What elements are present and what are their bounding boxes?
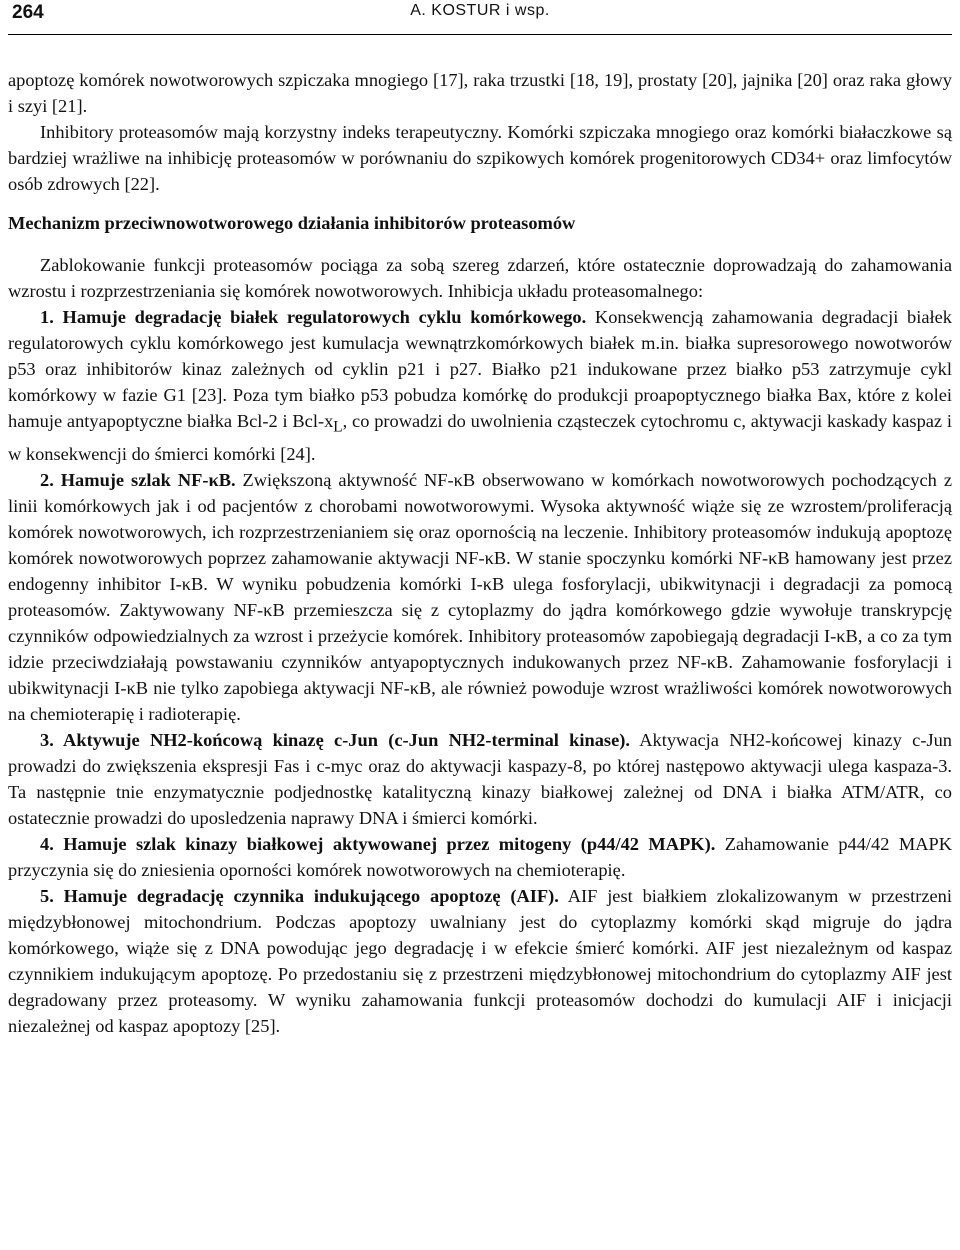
paragraph: Zablokowanie funkcji proteasomów pociąga za sobą szereg zdarzeń, które ostatecznie doprowadzają do zahamowania wzrostu i rozprzestrzeniania się komórek nowotworowych. Inhibicja układu proteasomalnego:: [8, 255, 952, 301]
paragraph: Inhibitory proteasomów mają korzystny indeks terapeutyczny. Komórki szpiczaka mnogiego oraz komórki białaczkowe są bardziej wrażliwe na inhibicję proteasomów w porównaniu do szpikowych komórek progenitorowych CD34+ oraz limfocytów osób zdrowych [22].: [8, 122, 952, 194]
list-item-text: AIF jest białkiem zlokalizowanym w przestrzeni międzybłonowej mitochondrium. Podczas apoptozy uwalniany jest do cytoplazmy komórki skąd migruje do jądra komórkowego, wiąże się z DNA powodując jego degradację i w efekcie śmierć komórki. AIF jest niezależnym od kaspaz czynnikiem indukującym apoptozę. Po przedostaniu się z przestrzeni międzybłonowej mitochondrium do cytoplazmy AIF jest degradowany przez proteasomy. W wyniku zahamowania funkcji proteasomów dochodzi do kumulacji AIF i inicjacji niezależnej od kaspaz apoptozy [25].: [8, 885, 952, 1036]
list-item-lead: 3. Aktywuje NH2-końcową kinazę c-Jun (c-Jun NH2-terminal kinase).: [40, 729, 630, 750]
list-item-text: Aktywacja NH2-końcowej kinazy c-Jun prowadzi do zwiększenia ekspresji Fas i c-myc oraz do aktywacji kaspazy-8, po której następowo aktywacji ulega kaspaza-3. Ta następnie tnie enzymatycznie podjednostkę katalityczną kinazy białkowej zależnej od DNA i białka ATM/ATR, co ostatecznie prowadzi do uposledzenia naprawy DNA i śmierci komórki.: [8, 729, 952, 828]
list-item: [8, 467, 952, 727]
list-item-lead: 2. Hamuje szlak NF-κB.: [40, 469, 236, 490]
section-heading: Mechanizm przeciwnowotworowego działania inhibitorów proteasomów: [8, 213, 576, 233]
list-item-text: , co prowadzi do uwolnienia cząsteczek cytochromu c, aktywacji kaskady kaspaz i w konsekwencji do śmierci komórki [24].: [8, 411, 952, 464]
list-item-text: Zwiększoną aktywność NF-κB obserwowano w komórkach nowotworowych pochodzących z linii komórkowych jak i od pacjentów z chorobami nowotworowymi. Wysoka aktywność wiąże się ze wzrostem/proliferacją komórek nowotworowych, ich rozprzestrzenianiem się oraz opornością na leczenie. Inhibitory proteasomów indukują apoptozę komórek nowotworowych poprzez zahamowanie aktywacji NF-κB. W stanie spoczynku komórki NF-κB hamowany jest przez endogenny inhibitor I-κB. W wyniku pobudzenia komórki I-κB ulega fosforylacji, ubikwitynacji i degradacji za pomocą proteasomów. Zaktywowany NF-κB przemieszcza się z cytoplazmy do jądra komórkowego gdzie wywołuje transkrypcję czynników odpowiedzialnych za wzrost i przeżycie komórek. Inhibitory proteasomów zapobiegają degradacji I-κB, a co za tym idzie przeciwdziałają powstawaniu czynników antyapoptycznych indukowanych przez NF-κB. Zahamowanie fosforylacji i ubikwitynacji I-κB nie tylko zapobiega aktywacji NF-κB, ale również powoduje wzrost wrażliwości komórek nowotworowych na chemioterapię i radioterapię.: [8, 469, 952, 724]
paragraph-continuation: apoptozę komórek nowotworowych szpiczaka mnogiego [17], raka trzustki [18, 19], prostaty [20], jajnika [20] oraz raka głowy i szyi [21].: [8, 70, 952, 116]
list-item-lead: 4. Hamuje szlak kinazy białkowej aktywowanej przez mitogeny (p44/42 MAPK).: [40, 833, 716, 854]
page-header: [8, 0, 952, 35]
list-item: [8, 727, 952, 831]
list-item-lead: 5. Hamuje degradację czynnika indukującego apoptozę (AIF).: [40, 885, 559, 906]
list-item-text: Konsekwencją zahamowania degradacji białek regulatorowych cyklu komórkowego jest kumulacja wewnątrzkomórkowych białek m.in. białka supresorowego nowotworów p53 oraz inhibitorów kinaz zależnych od cyklin p21 i p27. Białko p21 indukowane przez białko p53 zatrzymuje cykl komórkowy w fazie G1 [23]. Poza tym białko p53 pobudza komórkę do produkcji proapoptycznego białka Bax, które z kolei hamuje antyapoptyczne białka Bcl-2 i Bcl-x: [8, 307, 952, 431]
subscript: L: [333, 418, 343, 436]
list-item: [8, 831, 952, 883]
article-body: [8, 67, 952, 1039]
page-number: 264: [12, 2, 44, 23]
list-item: [8, 304, 952, 467]
running-head: A. KOSTUR i wsp.: [410, 2, 550, 19]
list-item-lead: 1. Hamuje degradację białek regulatorowych cyklu komórkowego.: [40, 307, 587, 327]
list-item-text: Zahamowanie p44/42 MAPK przyczynia się do zniesienia oporności komórek nowotworowych na chemioterapię.: [8, 833, 952, 880]
list-item: [8, 883, 952, 1039]
